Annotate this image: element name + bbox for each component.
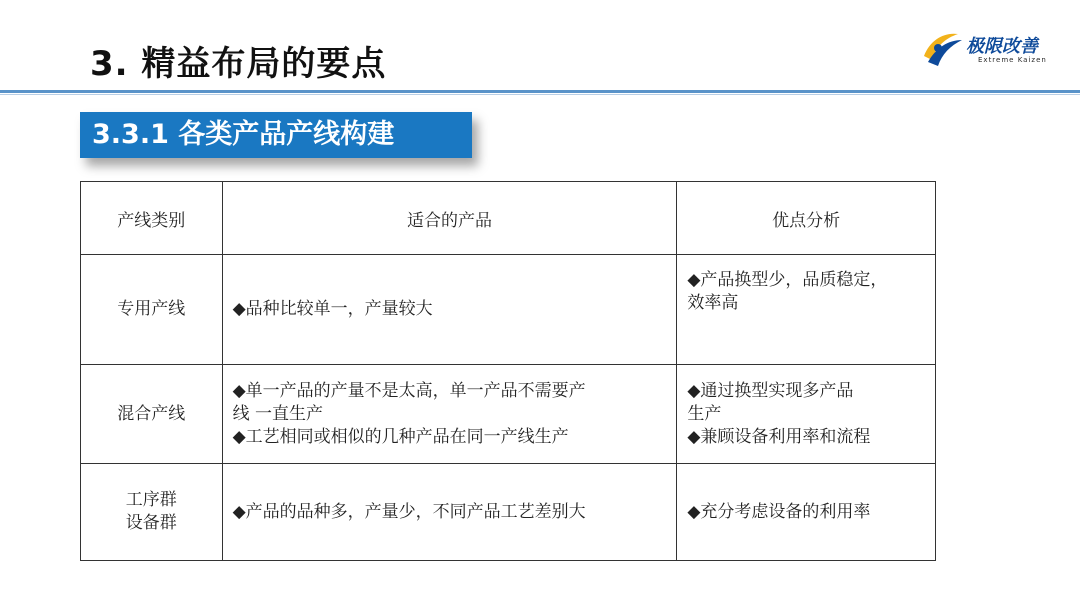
- row-advantages-cell: [677, 365, 936, 464]
- table-header-row: [81, 182, 936, 255]
- category-line: 混合产线: [117, 403, 186, 424]
- row-products-cell: [222, 255, 677, 365]
- table-row: [81, 365, 936, 464]
- table-row: [81, 464, 936, 561]
- row-category-cell: [81, 255, 223, 365]
- advantages-line: ◆充分考虑设备的利用率: [687, 501, 871, 522]
- category-line: 工序群: [125, 490, 177, 510]
- header-divider-thin: [0, 94, 1080, 95]
- advantages-line: ◆通过换型实现多产品: [687, 380, 854, 401]
- products-line: ◆品种比较单一，产量较大: [232, 299, 433, 319]
- company-logo: [918, 26, 1058, 72]
- advantages-line: 效率高: [687, 293, 739, 313]
- category-line: 专用产线: [117, 299, 186, 319]
- products-line: ◆单一产品的产量不是太高，单一产品不需要产: [232, 380, 586, 401]
- logo-swoosh-icon: [918, 26, 964, 72]
- logo-text: 极限改善: [966, 36, 1038, 57]
- product-line-table: [80, 181, 936, 561]
- row-category-cell: [81, 365, 223, 464]
- row-category-cell: [81, 464, 223, 561]
- advantages-line: ◆兼顾设备利用率和流程: [687, 426, 871, 447]
- row-advantages-cell: [677, 255, 936, 365]
- header-divider: [0, 90, 1080, 93]
- page-title: 3. 精益布局的要点: [90, 44, 387, 84]
- header-cell-category: 产线类别: [81, 182, 223, 255]
- products-line: ◆工艺相同或相似的几种产品在同一产线生产: [232, 426, 569, 447]
- header-cell-products: 适合的产品: [222, 182, 677, 255]
- advantages-line: ◆产品换型少，品质稳定，: [687, 270, 888, 290]
- row-products-cell: [222, 365, 677, 464]
- products-line: 线 一直生产: [232, 403, 324, 424]
- advantages-line: 生产: [687, 403, 722, 424]
- row-products-cell: [222, 464, 677, 561]
- category-line: 设备群: [125, 513, 177, 533]
- header-cell-advantages: 优点分析: [677, 182, 936, 255]
- table-row: [81, 255, 936, 365]
- section-title: 3.3.1 各类产品产线构建: [80, 112, 472, 158]
- products-line: ◆产品的品种多，产量少，不同产品工艺差别大: [232, 501, 586, 522]
- logo-subtext: Extreme Kaizen: [978, 56, 1047, 64]
- row-advantages-cell: [677, 464, 936, 561]
